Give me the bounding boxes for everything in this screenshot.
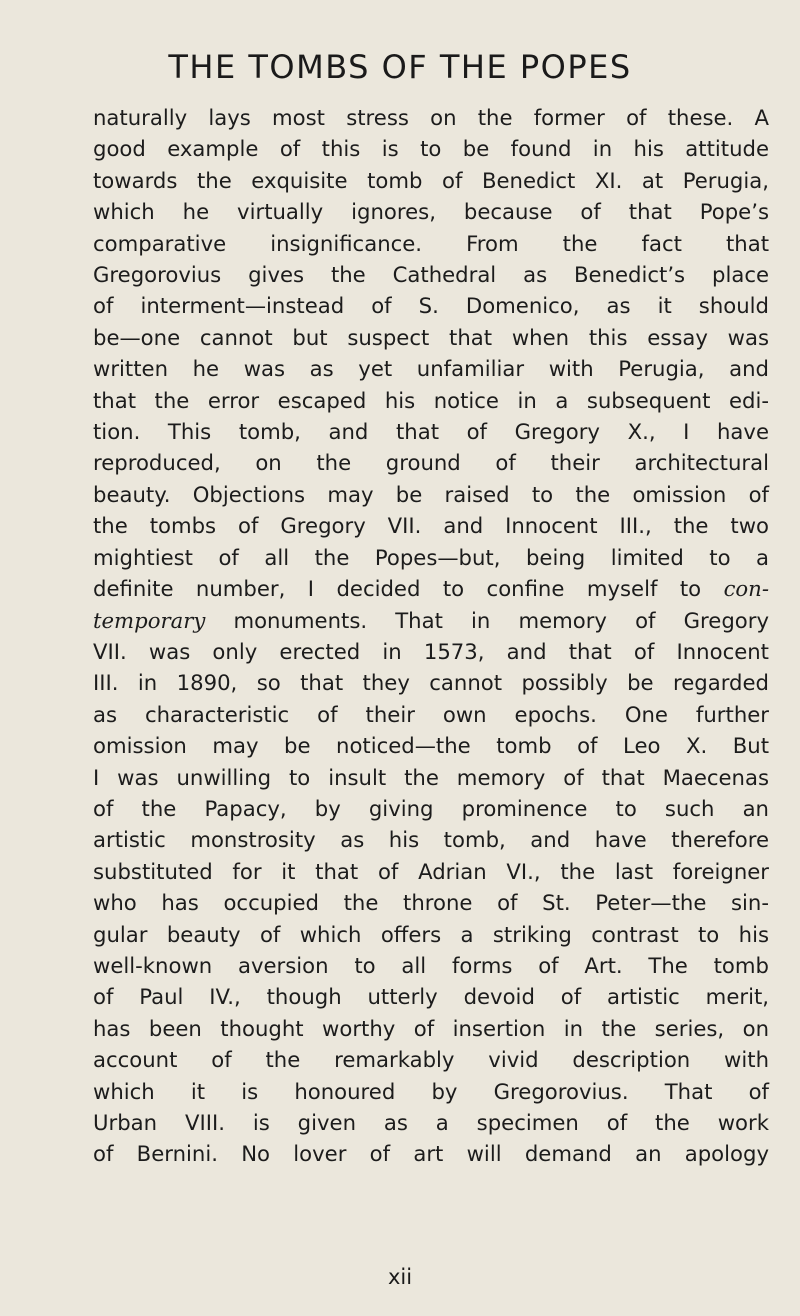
text-line: III. in 1890, so that they cannot possibly be regarded	[93, 670, 769, 696]
text-line	[93, 573, 769, 604]
text-line: the tombs of Gregory VII. and Innocent III., the two	[93, 513, 769, 539]
text-line-roman: definite number, I decided to confine myself to	[93, 576, 724, 602]
text-line: naturally lays most stress on the former of these. A	[93, 105, 769, 130]
text-line: which it is honoured by Gregorovius. That of	[93, 1078, 769, 1104]
page-number: xii	[387, 1265, 413, 1289]
text-line: towards the exquisite tomb of Benedict XI. at Perugia,	[93, 167, 769, 193]
text-line: of interment—instead of S. Domenico, as it should	[93, 293, 769, 319]
text-line: account of the remarkably vivid description with	[93, 1047, 769, 1073]
text-line: of Bernini. No lover of art will demand an apology	[93, 1141, 769, 1167]
body-text	[93, 102, 769, 1170]
text-line: gular beauty of which offers a striking contrast to his	[93, 921, 769, 947]
text-line: VII. was only erected in 1573, and that of Innocent	[93, 638, 769, 664]
text-line: Urban VIII. is given as a specimen of the work	[93, 1110, 769, 1135]
text-line: of the Papacy, by giving prominence to such an	[93, 795, 769, 821]
text-line: Gregorovius gives the Cathedral as Benedict’s place	[93, 262, 769, 288]
text-line: written he was as yet unfamiliar with Perugia, and	[93, 356, 769, 382]
italic-word: con-	[723, 576, 769, 602]
text-line: mightiest of all the Popes—but, being limited to a	[93, 544, 769, 570]
text-line-roman: monuments. That in memory of Gregory	[205, 607, 769, 633]
text-line: omission may be noticed—the tomb of Leo X. But	[93, 733, 769, 759]
text-line: that the error escaped his notice in a subsequent edi-	[93, 387, 769, 413]
text-line: be—one cannot but suspect that when this essay was	[93, 324, 769, 350]
text-line: as characteristic of their own epochs. One further	[93, 701, 769, 727]
text-line: I was unwilling to insult the memory of that Maecenas	[93, 764, 769, 790]
italic-word: temporary	[93, 607, 206, 633]
text-line: who has occupied the throne of St. Peter—the sin-	[93, 890, 769, 916]
text-line	[93, 605, 769, 636]
running-head: THE TOMBS OF THE POPES	[168, 48, 632, 86]
text-line: well-known aversion to all forms of Art. The tomb	[93, 952, 769, 978]
text-line: substituted for it that of Adrian VI., the last foreigner	[93, 858, 769, 884]
text-line: good example of this is to be found in his attitude	[93, 136, 769, 162]
text-line: beauty. Objections may be raised to the omission of	[93, 481, 769, 507]
text-line: tion. This tomb, and that of Gregory X., I have	[93, 419, 769, 445]
text-line: has been thought worthy of insertion in the series, on	[93, 1015, 769, 1041]
text-line: of Paul IV., though utterly devoid of artistic merit,	[93, 984, 769, 1010]
text-line: comparative insignificance. From the fact that	[93, 230, 769, 256]
text-line: which he virtually ignores, because of that Pope’s	[93, 199, 769, 225]
text-line: reproduced, on the ground of their architectural	[93, 450, 769, 476]
text-line: artistic monstrosity as his tomb, and have therefore	[93, 827, 769, 853]
